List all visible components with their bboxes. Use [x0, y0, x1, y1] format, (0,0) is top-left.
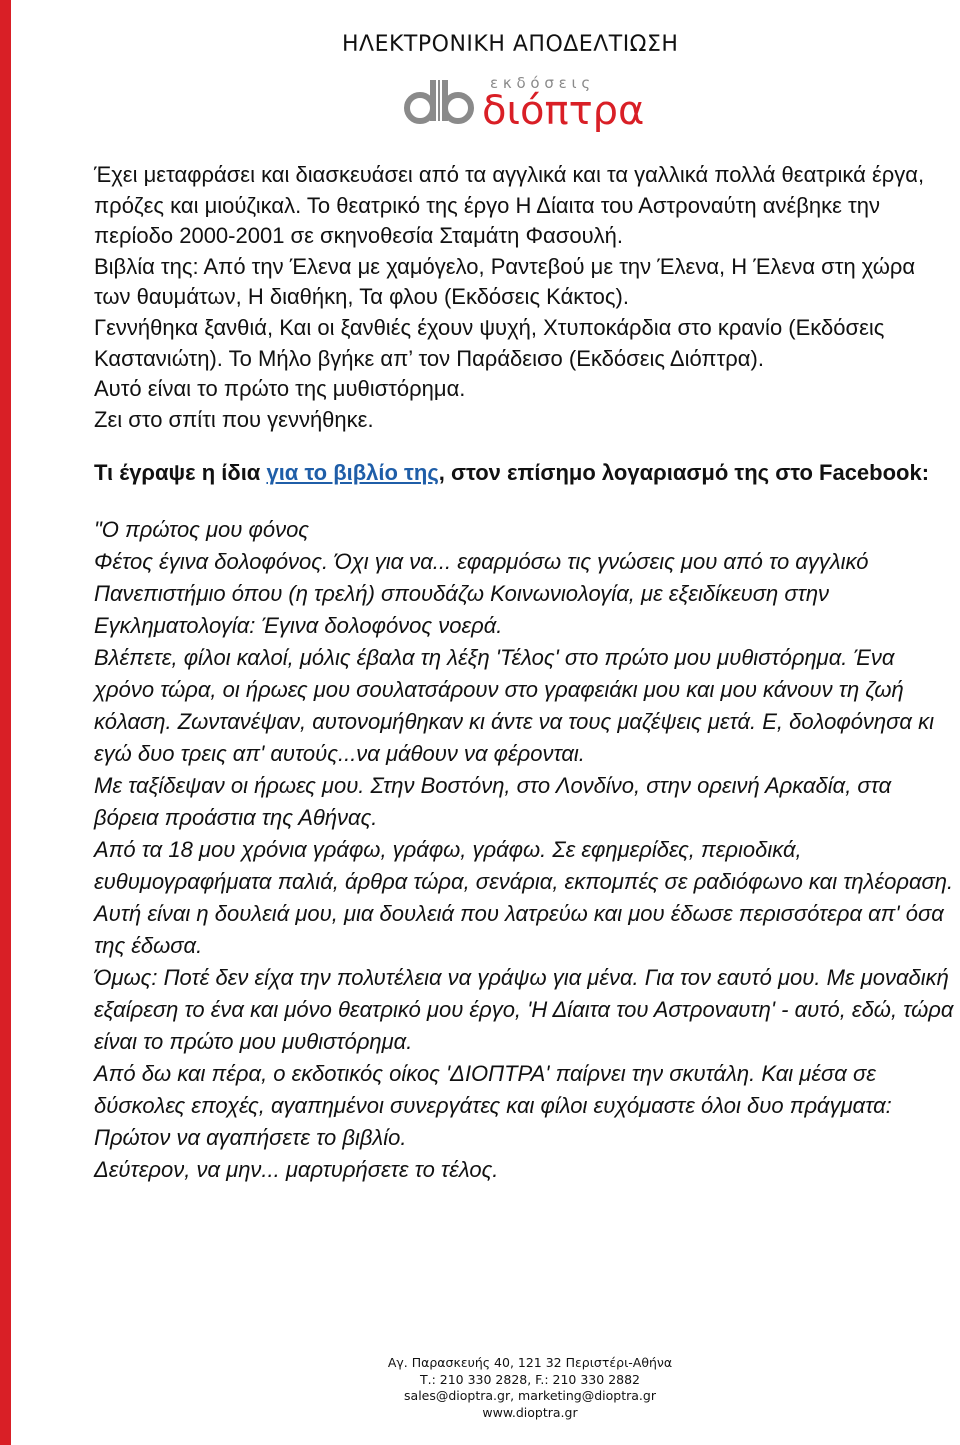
quote-paragraph: Βλέπετε, φίλοι καλοί, μόλις έβαλα τη λέξη 'Τέλος' στο πρώτο μου μυθιστόρημα. Ένα χρόνο τώρα, οι ήρωες μου σουλατσάρουν στο γραφειάκι μου και μου κάνουν τη ζωή κόλαση. Ζωντανέψαν, αυτονομήθηκαν κι άντε να τους μαζέψεις μετά. Ε, δολοφόνησα κι εγώ δυο τρεις απ' αυτούς...να μάθουν να φέρονται.: [94, 645, 934, 767]
article-body: [94, 160, 956, 1186]
heading-text-start: Τι έγραψε η ίδια: [94, 460, 267, 486]
quote-paragraph: Από τα 18 μου χρόνια γράφω, γράφω, γράφω. Σε εφημερίδες, περιοδικά, ευθυμογραφήματα παλιά, άρθρα τώρα, σενάρια, εκπομπές σε ραδιόφωνο και τηλέοραση. Αυτή είναι η δουλειά μου, μια δουλειά που λατρεύω και μου έδωσε περισσότερα απ' όσα της έδωσα.: [94, 837, 954, 959]
publisher-footer: [300, 1355, 760, 1421]
facebook-quote-heading: [94, 457, 956, 488]
bio-paragraph: Ζει στο σπίτι που γεννήθηκε.: [94, 406, 374, 432]
quote-paragraph: Με ταξίδεψαν οι ήρωες μου. Στην Βοστόνη, στο Λονδίνο, στην ορεινή Αρκαδία, στα βόρεια προάστια της Αθήνας.: [94, 773, 892, 831]
quote-paragraph: Από δω και πέρα, ο εκδοτικός οίκος 'ΔΙΟΠΤΡΑ' παίρνει την σκυτάλη. Και μέσα σε δύσκολες εποχές, αγαπημένοι συνεργάτες και φίλοι ευχόμαστε όλοι δυο πράγματα:: [94, 1061, 892, 1119]
quote-paragraph: Φέτος έγινα δολοφόνος. Όχι για να... εφαρμόσω τις γνώσεις μου από το αγγλικό Πανεπιστήμιο όπου (η τρελή) σπουδάζω Κοινωνιολογία, με εξειδίκευση στην Εγκληματολογία: Έγινα δολοφόνος νοερά.: [94, 549, 869, 639]
left-accent-bar: [0, 0, 11, 1445]
book-link[interactable]: για το βιβλίο της: [266, 460, 439, 486]
quote-paragraph: Δεύτερον, να μην... μαρτυρήσετε το τέλος.: [94, 1157, 499, 1183]
quote-paragraph: Όμως: Ποτέ δεν είχα την πολυτέλεια να γράψω για μένα. Για τον εαυτό μου. Με μοναδική εξαίρεση το ένα και μόνο θεατρικό μου έργο, 'Η Δίαιτα του Αστροναυτη' - αυτό, εδώ, τώρα είναι το πρώτο μου μυθιστόρημα.: [94, 965, 954, 1055]
logo-wordmark: διόπτρα: [482, 88, 645, 132]
quote-paragraph: "Ο πρώτος μου φόνος: [94, 517, 310, 543]
page-header-title: ΗΛΕΚΤΡΟΝΙΚΗ ΑΠΟΔΕΛΤΙΩΣΗ: [342, 32, 679, 57]
footer-website[interactable]: www.dioptra.gr: [482, 1404, 578, 1420]
author-bio: [94, 160, 956, 435]
quote-paragraph: Πρώτον να αγαπήσετε το βιβλίο.: [94, 1125, 407, 1151]
footer-address: Αγ. Παρασκευής 40, 121 32 Περιστέρι-Αθήνα: [387, 1355, 673, 1370]
author-quote: [94, 514, 956, 1186]
bio-paragraph: Έχει μεταφράσει και διασκευάσει από τα αγγλικά και τα γαλλικά πολλά θεατρικά έργα, πρόζες και μιούζικαλ. Το θεατρικό της έργο Η Δίαιτα του Αστροναύτη ανέβηκε την περίοδο 2000-2001 σε σκηνοθεσία Σταμάτη Φασουλή.: [94, 162, 925, 249]
bio-paragraph: Βιβλία της: Από την Έλενα με χαμόγελο, Ραντεβού με την Έλενα, Η Έλενα στη χώρα των θαυμάτων, Η διαθήκη, Τα φλου (Εκδόσεις Κάκτος).: [94, 253, 916, 310]
bio-paragraph: Αυτό είναι το πρώτο της μυθιστόρημα.: [94, 376, 466, 402]
heading-text-end: , στον επίσημο λογαριασμό της στο Facebook:: [438, 460, 930, 486]
logo-tagline: ε κ δ ό σ ε ι ς: [490, 74, 591, 92]
footer-phones: Τ.: 210 330 2828, F.: 210 330 2882: [419, 1371, 641, 1387]
footer-emails[interactable]: sales@dioptra.gr, marketing@dioptra.gr: [404, 1388, 656, 1403]
bio-paragraph: Γεννήθηκα ξανθιά, Και οι ξανθιές έχουν ψυχή, Χτυποκάρδια στο κρανίο (Εκδόσεις Καστανιώτη). Το Μήλο βγήκε απ’ τον Παράδεισο (Εκδόσεις Διόπτρα).: [94, 314, 885, 371]
dioptra-logo: [400, 68, 660, 132]
